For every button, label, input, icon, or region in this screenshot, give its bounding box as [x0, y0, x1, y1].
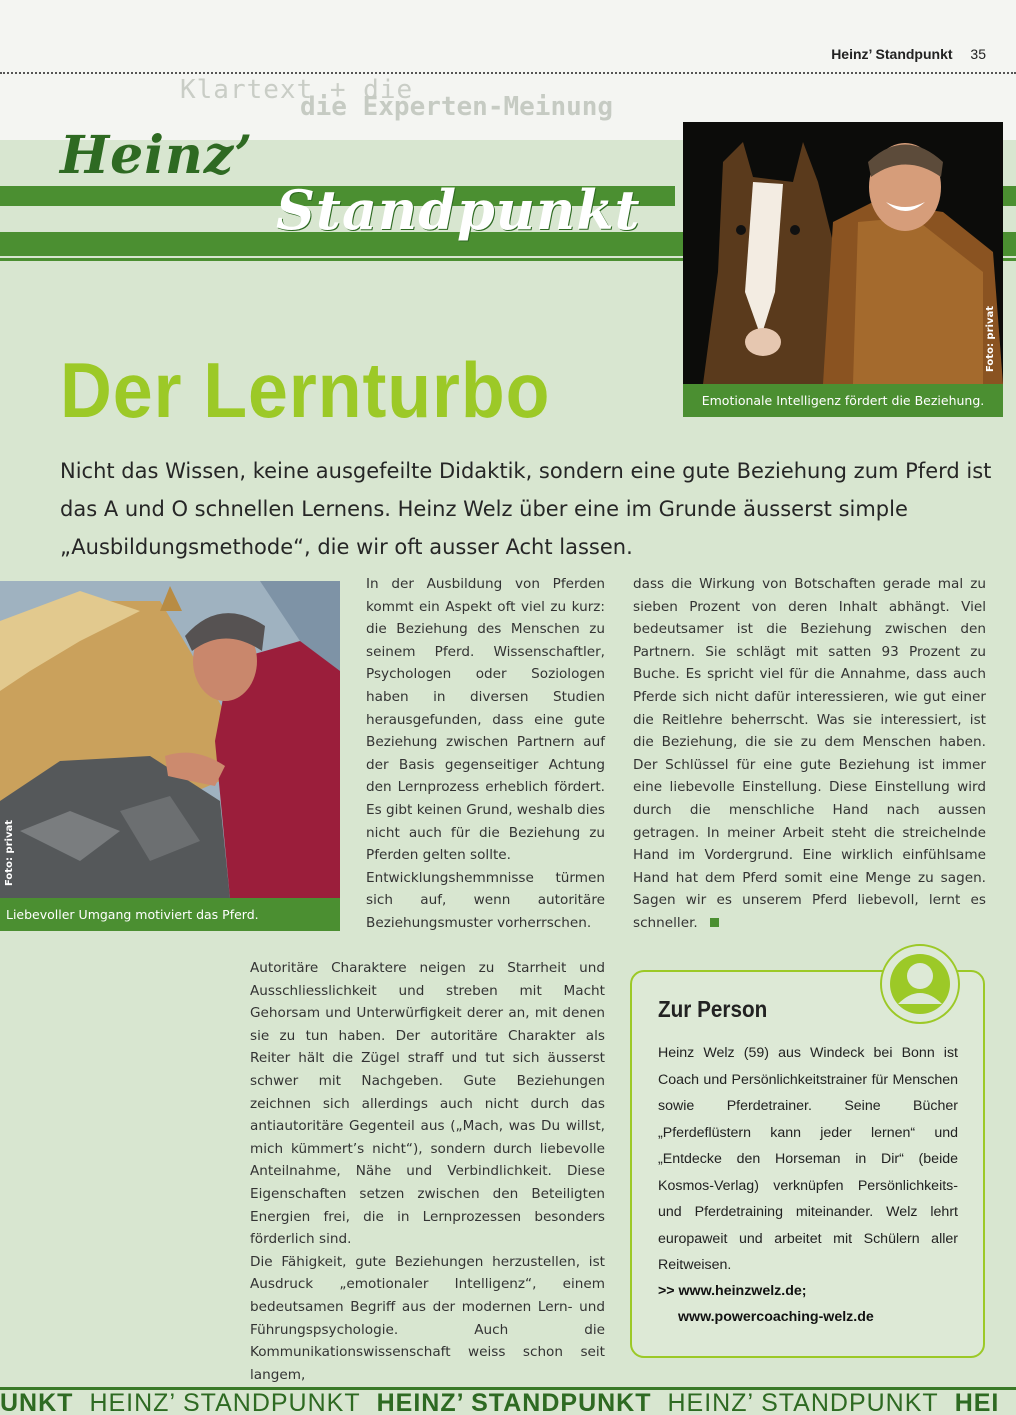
- section-logo-standpunkt: Standpunkt: [276, 178, 641, 242]
- green-band-right: [1003, 186, 1016, 206]
- photo-man-with-horse: [683, 122, 1003, 417]
- photo-caption-top: Emotionale Intelligenz fördert die Beziehung.: [683, 384, 1003, 417]
- dotted-rule: [0, 72, 1016, 74]
- body-paragraph-3: Autoritäre Charaktere neigen zu Starrheit und Ausschliesslichkeit und streben mit Macht Gehorsam und Unterwürfigkeit derer an, mit denen sie zu tun haben. Der autoritäre Charakter als Reiter hält die Zügel straff und tut sich äusserst schwer mit Nachgeben. Gute Beziehungen zeichnen sich allerdings auch nicht durch das antiautoritäre Gegenteil aus („Mach, was Du willst, mich kümmert’s nicht“), sondern durch liebevolle Anteilnahme, Nähe und Verbindlichkeit. Diese Eigenschaften setzen zwischen den Beteiligten Energien frei, die in Lernprozessen besonders förderlich sind.: [250, 960, 605, 1248]
- running-head-title: Heinz’ Standpunkt: [831, 46, 953, 62]
- photo-image: [683, 122, 1003, 384]
- bottom-band-d: HEINZ’ STANDPUNKT: [667, 1389, 939, 1415]
- photo-illustration: [0, 581, 340, 898]
- end-mark-icon: [710, 918, 719, 927]
- link-heinzwelz[interactable]: >> www.heinzwelz.de;: [658, 1283, 807, 1299]
- photo-caption-left: Liebevoller Umgang motiviert das Pferd.: [0, 898, 340, 931]
- running-head: [831, 46, 986, 62]
- page-number: 35: [970, 46, 986, 62]
- headline: Der Lernturbo: [60, 346, 551, 434]
- person-icon-graphic: [882, 946, 958, 1022]
- body-paragraph-5: [633, 573, 986, 935]
- body-paragraph-2: Entwicklungshemmnisse türmen sich auf, wenn autoritäre Beziehungsmuster vorherrschen.: [366, 869, 605, 931]
- body-paragraph-1: In der Ausbildung von Pferden kommt ein Aspekt oft viel zu kurz: die Beziehung des Menschen zu seinem Pferd. Wissenschaftler, Psychologen oder Soziologen haben in diversen Studien herausgefunden, dass eine gute Beziehung zwischen Partnern auf der Basis gegenseitiger Achtung den Lernprozess erheblich fördert. Es gibt keinen Grund, weshalb dies nicht auch für die Beziehung zu Pferden gelten sollte.: [366, 576, 605, 864]
- body-column-1: [366, 573, 605, 935]
- bottom-band-a: UNKT: [0, 1389, 74, 1415]
- bottom-band: [0, 1387, 1016, 1415]
- person-icon: [880, 944, 960, 1024]
- bottom-band-c: HEINZ’ STANDPUNKT: [376, 1389, 652, 1415]
- ghost-text-2: die Experten-Meinung: [300, 92, 614, 122]
- person-title: Zur Person: [658, 996, 768, 1022]
- person-text: Heinz Welz (59) aus Windeck bei Bonn ist Coach und Persönlichkeitstrainer für Menschen sowie Pferdetrainer. Seine Bücher „Pferdeflüstern kann jeder lernen“ und „Entdecke den Horseman in Dir“ (beide Kosmos-Verlag) verknüpfen Persönlichkeits- und Pferdetraining miteinander. Welz lehrt europaweit und arbeitet mit Schülern aller Reitweisen.: [658, 1045, 958, 1273]
- photo-credit-top: Foto: privat: [985, 306, 996, 372]
- photo-credit-left: Foto: privat: [4, 820, 15, 886]
- person-links: [658, 1278, 874, 1330]
- photo-illustration: [683, 122, 1003, 384]
- link-powercoaching[interactable]: www.powercoaching-welz.de: [678, 1309, 874, 1325]
- photo-image: [0, 581, 340, 898]
- body-paragraph-5-text: dass die Wirkung von Botschaften gerade mal zu sieben Prozent von deren Inhalt abhängt. Viel bedeutsamer ist die Beziehung zwischen den Partnern. Sie schlägt mit satten 93 Prozent zu Buche. Es spricht viel für die Annahme, dass auch Pferde sich nicht dafür interessieren, wie gut einer die Reitlehre beherrscht. Was sie interessiert, ist die Beziehung, die sie zu dem Menschen haben. Der Schlüssel für eine gute Beziehung ist immer eine liebevolle Einstellung. Diese Einstellung wird durch die menschliche Hand nach aussen getragen. In meiner Arbeit steht die streichelnde Hand im Vordergrund. Eine wirklich einfühlsame Hand hat dem Pferd somit eine Menge zu sagen. Sagen wir es unserem Pferd liebevoll, lernt es schneller.: [633, 576, 986, 931]
- lead-paragraph: Nicht das Wissen, keine ausgefeilte Didaktik, sondern eine gute Beziehung zum Pferd ist das A und O schnellen Lernens. Heinz Welz über eine im Grunde äusserst simple „Ausbildungsmethode“, die wir oft ausser Acht lassen.: [60, 459, 992, 559]
- bottom-band-b: HEINZ’ STANDPUNKT: [89, 1389, 361, 1415]
- body-paragraph-4: Die Fähigkeit, gute Beziehungen herzustellen, ist Ausdruck „emotionaler Intelligenz“, einem bedeutsamen Begriff aus der modernen Lern- und Führungspsychologie. Auch die Kommunikationswissenschaft weiss schon seit langem,: [250, 1253, 605, 1383]
- photo-man-cuddling-horse: [0, 581, 340, 931]
- body-column-2: [250, 957, 605, 1386]
- ghost-text-1: Klartext + die: [180, 75, 414, 105]
- section-logo-heinz: Heinz’: [60, 125, 254, 186]
- bottom-band-e: HEI: [954, 1389, 1000, 1415]
- body-column-3: [633, 573, 986, 935]
